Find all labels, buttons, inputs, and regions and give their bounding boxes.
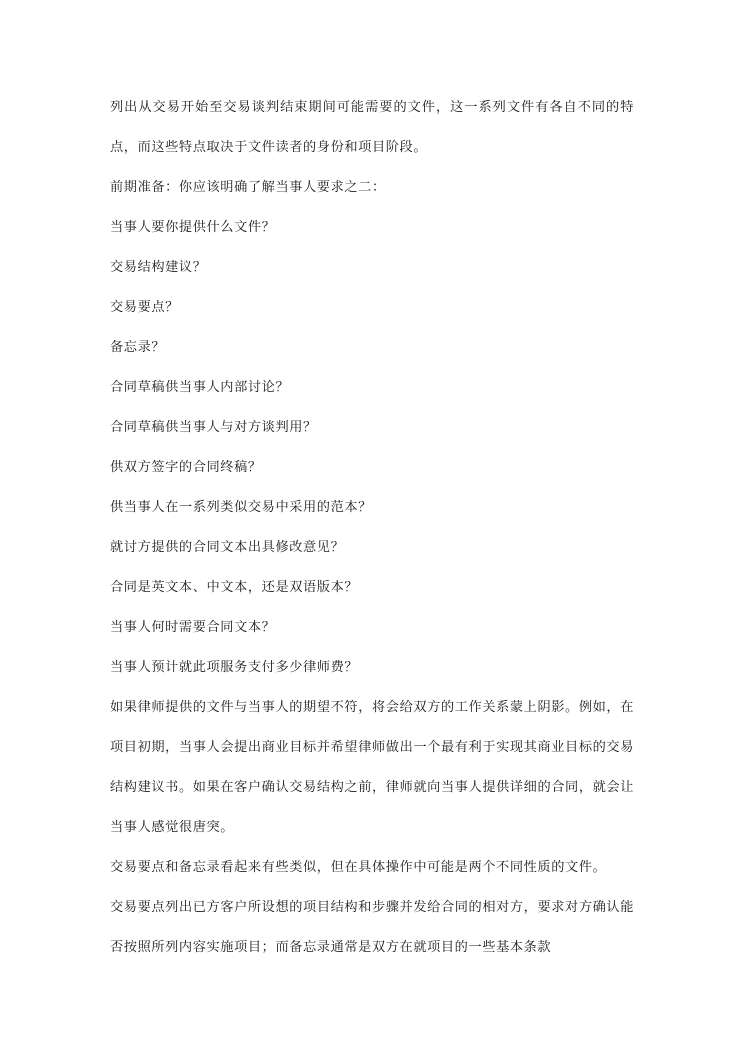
paragraph: 当事人预计就此项服务支付多少律师费？ — [110, 660, 359, 675]
paragraph: 合同草稿供当事人内部讨论？ — [110, 380, 290, 395]
document-body — [110, 88, 634, 968]
paragraph: 交易要点和备忘录看起来有些类似，但在具体操作中可能是两个不同性质的文件。 — [110, 860, 607, 875]
paragraph: 如果律师提供的文件与当事人的期望不符，将会给双方的工作关系蒙上阴影。例如，在项目初期，当事人会提出商业目标并希望律师做出一个最有利于实现其商业目标的交易结构建议书。如果在客户确认交易结构之前，律师就向当事人提供详细的合同，就会让当事人感觉很唐突。 — [110, 700, 634, 835]
paragraph: 交易要点？ — [110, 300, 179, 315]
paragraph: 当事人要你提供什么文件？ — [110, 220, 276, 235]
paragraph: 合同是英文本、中文本，还是双语版本？ — [110, 580, 359, 595]
paragraph: 供双方签字的合同终稿？ — [110, 460, 262, 475]
paragraph: 当事人何时需要合同文本？ — [110, 620, 276, 635]
paragraph: 就讨方提供的合同文本出具修改意见？ — [110, 540, 345, 555]
paragraph: 前期准备：你应该明确了解当事人要求之二： — [110, 180, 386, 195]
paragraph: 交易结构建议？ — [110, 260, 207, 275]
paragraph: 列出从交易开始至交易谈判结束期间可能需要的文件，这一系列文件有各自不同的特点，而这些特点取决于文件读者的身份和项目阶段。 — [110, 100, 634, 155]
paragraph: 合同草稿供当事人与对方谈判用？ — [110, 420, 317, 435]
paragraph: 交易要点列出已方客户所设想的项目结构和步骤并发给合同的相对方，要求对方确认能否按照所列内容实施项目；而备忘录通常是双方在就项目的一些基本条款 — [110, 900, 634, 955]
paragraph: 供当事人在一系列类似交易中采用的范本？ — [110, 500, 372, 515]
paragraph: 备忘录？ — [110, 340, 166, 355]
